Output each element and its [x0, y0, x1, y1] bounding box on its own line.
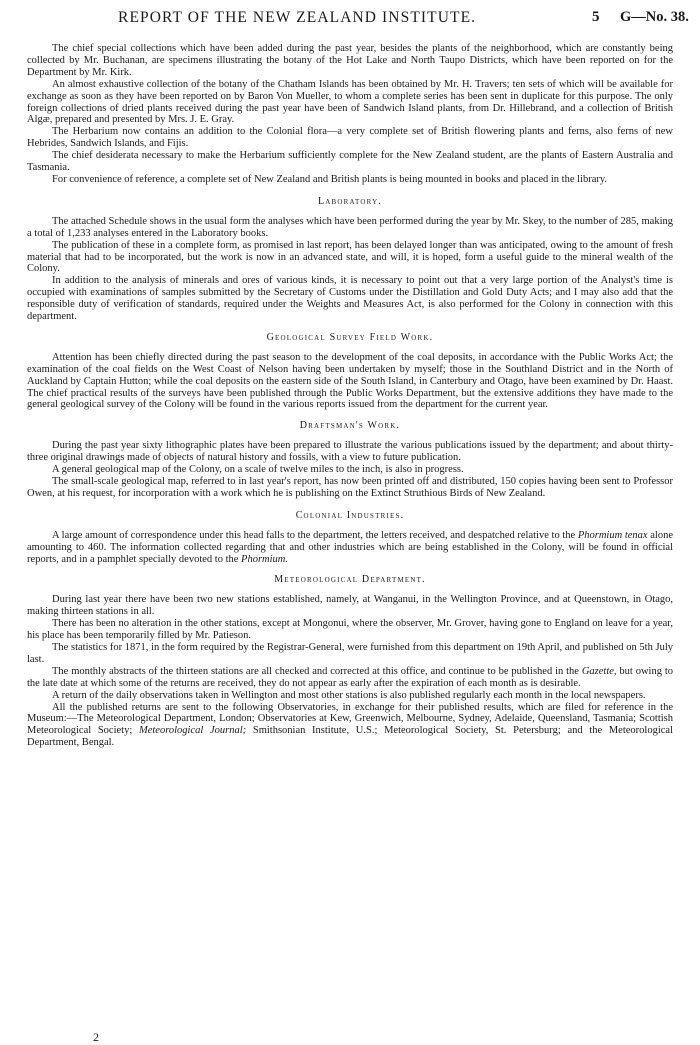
paragraph: An almost exhaustive collection of the botany of the Chatham Islands has been obtained by Mr. H. Travers; ten sets of which will be available for exchange as soon as they have been reported on by Baron Von Mueller, to whom a complete series has been sent in duplicate for this purpose. The only foreign collections of dried plants received during the past year have been of Sandwich Island plants, from Dr. Hillebrand, and a collection of British Algæ, prepared and presented by Mrs. J. E. Gray.	[27, 78, 673, 126]
paragraph: In addition to the analysis of minerals and ores of various kinds, it is necessary to point out that a very large portion of the Analyst's time is occupied with examinations of samples submitted by the Secretary of Customs under the Distillation and Gold Duty Acts; and I may also add that the responsible duty of verification of standards, required under the Weights and Measures Act, is also performed for the Colony in connection with this department.	[27, 275, 673, 323]
section-heading: Laboratory.	[317, 195, 383, 207]
text-run: A large amount of correspondence under this head falls to the department, the letters received, and despatched relative to the	[52, 529, 578, 541]
section-draftsman	[27, 411, 673, 499]
section-heading: Colonial Industries.	[295, 509, 405, 521]
paragraph	[27, 666, 673, 690]
page-header	[0, 9, 700, 31]
running-title: REPORT OF THE NEW ZEALAND INSTITUTE.	[118, 9, 477, 26]
paragraph: There has been no alteration in the other stations, except at Mongonui, where the observer, Mr. Grover, having gone to England on leave for a year, his place has been temporarily filled by Mr. Patieson.	[27, 618, 673, 642]
paragraph: During the past year sixty lithographic plates have been prepared to illustrate the various publications issued by the department; and about thirty-three original drawings made of objects of natural history and fossils, with a view to future publication.	[27, 440, 673, 464]
section-heading: Meteorological Department.	[274, 574, 426, 586]
text-run: All the published returns are sent to the following Observatories, in exchange for their published results, which are filed for reference in the Museum:—The Meteorological Department, London; Observatories at Kew, Greenwich, Melbourne, Sydney, Adelaide, Queensland, Tasmania; Scottish Meteorological Society;	[27, 701, 673, 737]
section-colonial-industries	[27, 500, 673, 566]
section-laboratory	[27, 186, 673, 323]
signature-mark: 2	[93, 1030, 99, 1044]
section-herbarium	[27, 43, 673, 186]
paragraph: During last year there have been two new stations established, namely, at Wanganui, in the Wellington Province, and at Queenstown, in Otago, making thirteen stations in all.	[27, 594, 673, 618]
section-heading: Geological Survey Field Work.	[266, 331, 434, 343]
text-run: The monthly abstracts of the thirteen stations are all checked and corrected at this office, and continue to be published in the	[52, 665, 582, 677]
italic-term: Phormium tenax	[577, 529, 648, 541]
paragraph: The chief desiderata necessary to make the Herbarium sufficiently complete for the New Zealand student, are the plants of Eastern Australia and Tasmania.	[27, 150, 673, 174]
italic-term: Phormium.	[241, 553, 288, 565]
text-run: alone amounting to 460. The information collected regarding that and other industries which are being established in the Colony, will be found in official reports, and in a pamphlet specially devoted to the	[27, 529, 673, 565]
section-geological-survey	[27, 323, 673, 411]
italic-term: Meteorological Journal;	[138, 725, 247, 737]
paragraph: The chief special collections which have been added during the past year, besides the plants of the neighborhood, which are constantly being collected by Mr. Buchanan, are specimens illustrating the botany of the Hot Lake and North Taupo Districts, which have been reported on for the Department by Mr. Kirk.	[27, 43, 673, 78]
paragraph	[27, 702, 673, 750]
paragraph	[27, 530, 673, 566]
paragraph: For convenience of reference, a complete set of New Zealand and British plants is being mounted in books and placed in the library.	[52, 173, 608, 185]
page-number: 5	[592, 9, 600, 25]
document-reference: G—No. 38.	[620, 9, 689, 25]
report-body	[27, 43, 673, 749]
paragraph: The small-scale geological map, referred to in last year's report, has now been printed off and distributed, 150 copies having been sent to Professor Owen, at his request, for incorporation with a work which he is publishing on the Extinct Struthious Birds of New Zealand.	[27, 476, 673, 499]
paragraph: A general geological map of the Colony, on a scale of twelve miles to the inch, is also in progress.	[52, 464, 464, 476]
paragraph: Attention has been chiefly directed during the past season to the development of the coal deposits, in accordance with the Public Works Act; the examination of the coal fields on the West Coast of Nelson having been undertaken by myself; those in the Southland District and in the North of Auckland by Captain Hutton; while the coal deposits on the eastern side of the South Island, in Canterbury and Otago, have been examined by Dr. Haast. The chief practical results of the surveys have been published through the Public Works Department, but the extensive additions they have made to the general geological survey of the Colony will be found in the various reports issued from the department for the current year.	[27, 351, 673, 411]
section-meteorological	[27, 565, 673, 749]
text-run: but owing to the late date at which some of the returns are received, they do not appear as early after the expiration of each month as is desirable.	[27, 665, 673, 689]
paragraph: The attached Schedule shows in the usual form the analyses which have been performed during the year by Mr. Skey, to the number of 285, making a total of 1,233 analyses entered in the Laboratory books.	[27, 215, 673, 239]
paragraph: The Herbarium now contains an addition to the Colonial flora—a very complete set of British flowering plants and ferns, also ferns of new Hebrides, Sandwich Islands, and Fijis.	[27, 126, 673, 150]
paragraph: The publication of these in a complete form, as promised in last report, has been delayed longer than was anticipated, owing to the amount of fresh material that had to be incorporated, but the work is now in an advanced state, and will, it is hoped, form a useful guide to the mineral wealth of the Colony.	[27, 239, 673, 275]
text-run: Smithsonian Institute, U.S.; Meteorological Society, St. Petersburg; and the Meteorological Department, Bengal.	[27, 725, 673, 749]
section-heading: Draftsman's Work.	[299, 420, 401, 432]
italic-term: Gazette,	[581, 665, 617, 677]
paragraph: A return of the daily observations taken in Wellington and most other stations is also published regularly each month in the local newspapers.	[52, 689, 646, 701]
paragraph: The statistics for 1871, in the form required by the Registrar-General, were furnished from this department on 19th April, and published on 5th July last.	[27, 641, 673, 665]
